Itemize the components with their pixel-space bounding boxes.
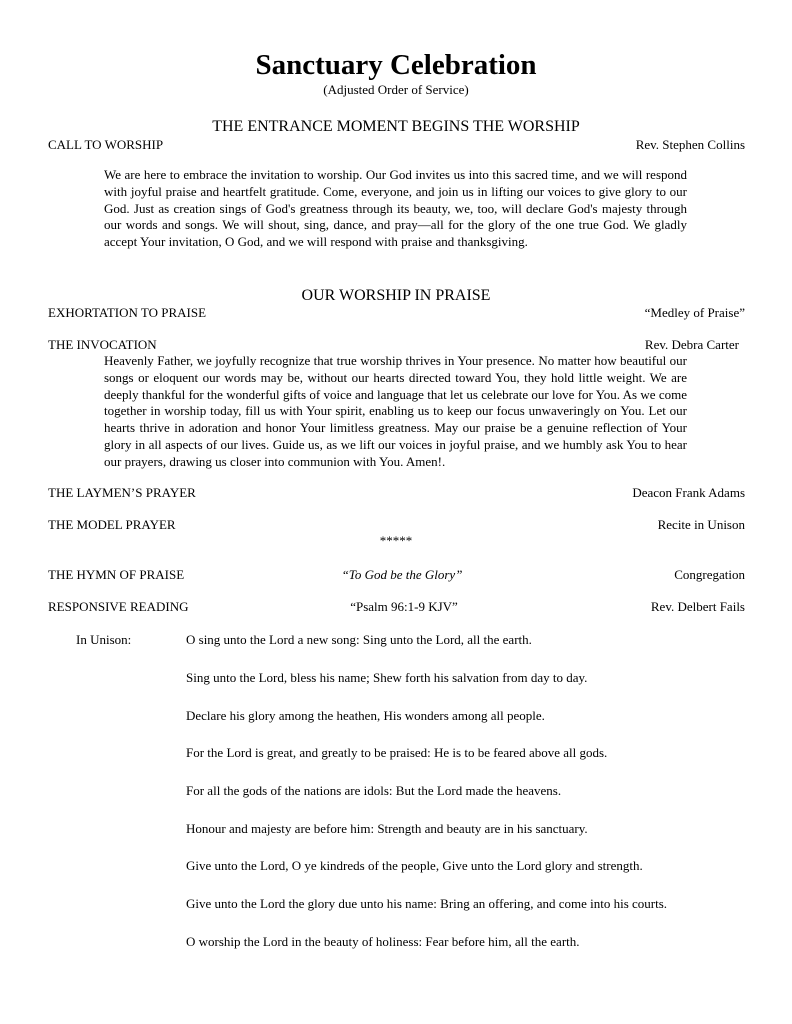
reading-verse: For all the gods of the nations are idols: But the Lord made the heavens. [186,783,562,798]
responsive-reading-scripture: “Psalm 96:1-9 KJV” [350,599,458,614]
responsive-reading-label: RESPONSIVE READING [48,599,189,614]
section-heading-praise: OUR WORSHIP IN PRAISE [301,287,491,304]
model-prayer-detail: Recite in Unison [657,517,745,532]
reading-verse: O sing unto the Lord a new song: Sing unto the Lord, all the earth. [186,632,532,647]
reading-verse: Honour and majesty are before him: Strength and beauty are in his sanctuary. [186,821,588,836]
call-to-worship-leader: Rev. Stephen Collins [635,137,745,152]
separator: ***** [379,533,413,548]
laymens-prayer-label: THE LAYMEN’S PRAYER [48,485,196,500]
model-prayer-row [48,517,745,533]
section-heading-entrance: THE ENTRANCE MOMENT BEGINS THE WORSHIP [212,118,580,135]
invocation-row [48,337,745,353]
responsive-reading-leader: Rev. Delbert Fails [650,599,745,614]
hymn-label: THE HYMN OF PRAISE [48,567,185,582]
invocation-label: THE INVOCATION [48,337,157,352]
invocation-leader: Rev. Debra Carter [644,337,739,352]
reading-verse: For the Lord is great, and greatly to be praised: He is to be feared above all gods. [186,745,608,760]
reading-verse: Give unto the Lord, O ye kindreds of the people, Give unto the Lord glory and strength. [186,858,643,873]
page-subtitle: (Adjusted Order of Service) [323,82,469,97]
reading-verse: Sing unto the Lord, bless his name; Shew forth his salvation from day to day. [186,670,588,685]
reading-verse: O worship the Lord in the beauty of holiness: Fear before him, all the earth. [186,934,580,949]
page-title: Sanctuary Celebration [255,49,537,81]
hymn-title: “To God be the Glory” [341,567,463,582]
hymn-leader: Congregation [674,567,745,582]
call-to-worship-label: CALL TO WORSHIP [48,137,164,152]
call-to-worship-row [48,137,745,153]
invocation-text: Heavenly Father, we joyfully recognize that true worship thrives in Your presence. No matter how beautiful our songs or eloquent our words may be, without our hearts directed toward You, they hold little weight. We are deeply thankful for the wonderful gifts of voice and language that let us celebrate our love for You. As we come together in worship today, fill us with Your spirit, enabling us to keep our focus unwaveringly on You. Let our hearts thrive in adoration and honor Your limitless greatness. May our praise be a genuine reflection of Your glory in all aspects of our lives. Guide us, as we lift our voices in joyful praise, and we humbly ask You to hear our prayers, drawing us closer into communion with You. Amen!. [104,353,687,469]
model-prayer-label: THE MODEL PRAYER [48,517,176,532]
laymens-prayer-row [48,485,745,501]
responsive-reading-row [48,599,745,615]
exhortation-label: EXHORTATION TO PRAISE [48,305,207,320]
call-to-worship-text: We are here to embrace the invitation to worship. Our God invites us into this sacred time, and we will respond with joyful praise and heartfelt gratitude. Come, everyone, and join us in lifting our voices to give glory to our God. Just as creation sings of God's greatness through its beauty, we, too, will declare God's majesty through our words and songs. We will shout, sing, dance, and pray—all for the glory of the one true God. We gladly accept Your invitation, O God, and we will respond with praise and thanksgiving. [104,167,687,250]
exhortation-detail: “Medley of Praise” [644,305,745,320]
exhortation-row [48,305,745,321]
reading-label: In Unison: [76,632,132,647]
laymens-prayer-leader: Deacon Frank Adams [632,485,745,500]
hymn-row [48,567,745,583]
reading-verse: Give unto the Lord the glory due unto his name: Bring an offering, and come into his courts. [186,896,668,911]
reading-verse: Declare his glory among the heathen, His wonders among all people. [186,708,545,723]
